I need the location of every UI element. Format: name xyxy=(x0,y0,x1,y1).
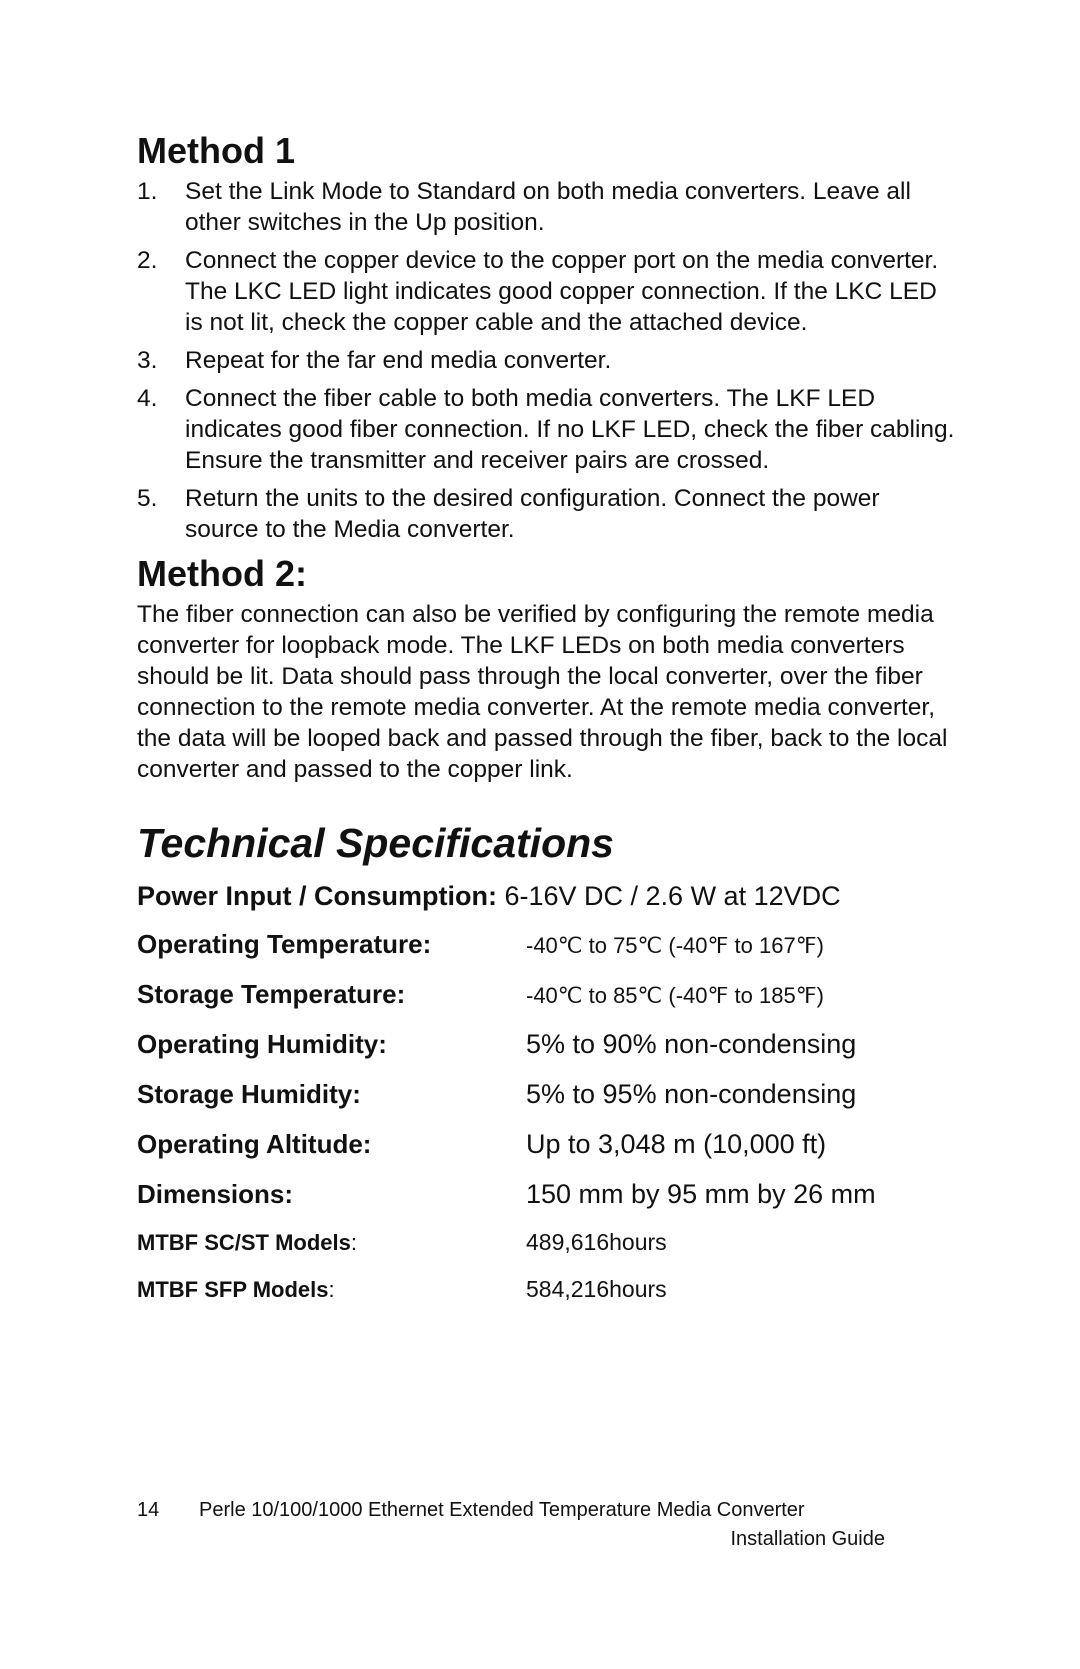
mtbf-colon: : xyxy=(350,1230,358,1255)
method1-steps xyxy=(137,176,957,545)
spec-value: Up to 3,048 m (10,000 ft) xyxy=(526,1129,827,1159)
list-item xyxy=(137,383,957,476)
method2-paragraph: The fiber connection can also be verified by configuring the remote media converter for loopback mode. The LKF LEDs on both media converters should be lit. Data should pass through the local converter, over the fiber connection to the remote media converter. At the remote media converter, the data will be looped back and passed through the fiber, back to the local converter and passed to the copper link. xyxy=(137,601,948,783)
step-text: Set the Link Mode to Standard on both media converters. Leave all other switches in the Up position. xyxy=(185,178,911,236)
mtbf-label: MTBF SFP Models xyxy=(137,1277,329,1302)
spec-row xyxy=(137,1079,957,1129)
step-text: Return the units to the desired configuration. Connect the power source to the Media converter. xyxy=(185,485,880,543)
step-number: 2. xyxy=(137,247,158,274)
spec-label: Operating Altitude: xyxy=(137,1129,372,1159)
spec-value: -40℃ to 75℃ (-40℉ to 167℉) xyxy=(526,933,824,958)
spec-row-mtbf xyxy=(137,1276,957,1323)
spec-label: Storage Humidity: xyxy=(137,1079,361,1109)
step-text: Connect the copper device to the copper port on the media converter. The LKC LED light indicates good copper connection. If the LKC LED is not lit, check the copper cable and the attached device. xyxy=(185,247,939,336)
spec-power-row xyxy=(137,879,957,913)
spec-row xyxy=(137,1029,957,1079)
spec-value: 489,616hours xyxy=(526,1229,667,1255)
footer-title: Perle 10/100/1000 Ethernet Extended Temperature Media Converter xyxy=(199,1499,805,1521)
step-number: 1. xyxy=(137,178,158,205)
method2-heading: Method 2: xyxy=(137,553,307,594)
spec-row xyxy=(137,929,957,979)
step-text: Connect the fiber cable to both media converters. The LKF LED indicates good fiber connection. If no LKF LED, check the fiber cabling. Ensure the transmitter and receiver pairs are crossed. xyxy=(185,385,955,474)
spec-label: Storage Temperature: xyxy=(137,979,406,1009)
spec-label xyxy=(137,1230,526,1256)
spec-value: 150 mm by 95 mm by 26 mm xyxy=(526,1179,876,1209)
specs-heading: Technical Specifications xyxy=(137,820,614,866)
page-number: 14 xyxy=(137,1499,160,1521)
list-item xyxy=(137,345,957,376)
list-item xyxy=(137,483,957,545)
step-number: 3. xyxy=(137,347,158,374)
spec-label: Dimensions: xyxy=(137,1179,294,1209)
method1-heading: Method 1 xyxy=(137,130,295,171)
spec-row xyxy=(137,979,957,1029)
mtbf-colon: : xyxy=(328,1277,335,1302)
spec-label: Operating Temperature: xyxy=(137,929,432,959)
footer-subtitle: Installation Guide xyxy=(730,1528,885,1550)
step-text: Repeat for the far end media converter. xyxy=(185,347,612,374)
spec-value: -40℃ to 85℃ (-40℉ to 185℉) xyxy=(526,983,824,1008)
spec-label: Operating Humidity: xyxy=(137,1029,387,1059)
spec-value: 584,216hours xyxy=(526,1276,667,1302)
spec-value: 5% to 95% non-condensing xyxy=(526,1079,857,1109)
mtbf-label: MTBF SC/ST Models xyxy=(137,1230,351,1255)
spec-value: 6-16V DC / 2.6 W at 12VDC xyxy=(504,881,841,911)
spec-value: 5% to 90% non-condensing xyxy=(526,1029,857,1059)
spec-row-mtbf xyxy=(137,1229,957,1276)
spec-label: Power Input / Consumption: xyxy=(137,881,497,911)
spec-row xyxy=(137,1129,957,1179)
spec-row xyxy=(137,1179,957,1229)
list-item xyxy=(137,176,957,238)
step-number: 5. xyxy=(137,485,158,512)
list-item xyxy=(137,245,957,338)
step-number: 4. xyxy=(137,385,158,412)
page-content xyxy=(137,130,957,1323)
spec-label xyxy=(137,1277,526,1303)
